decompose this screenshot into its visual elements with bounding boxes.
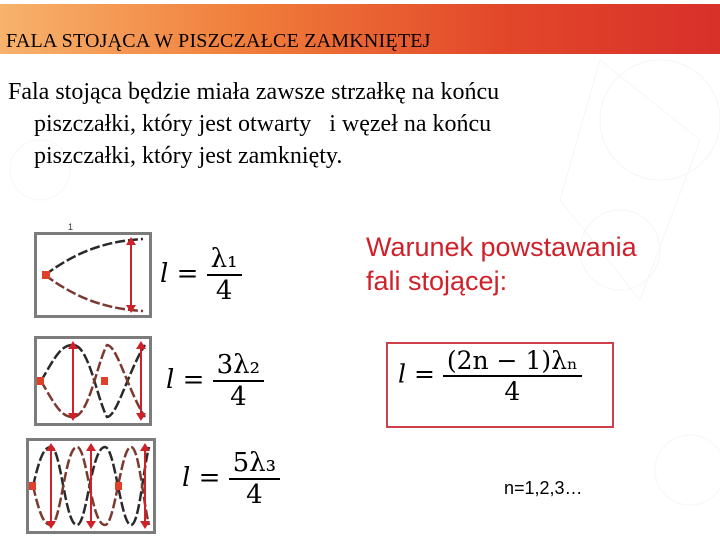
formula-3-numerator: 5λ₃ xyxy=(232,448,277,478)
formula-2-lhs: l = xyxy=(166,365,205,395)
formula-1 xyxy=(160,244,242,306)
general-formula-lhs: l = xyxy=(398,359,435,389)
condition-text xyxy=(366,230,637,298)
formula-2 xyxy=(166,350,264,412)
standing-wave-3 xyxy=(29,441,153,531)
slide-title: FALA STOJĄCA W PISZCZAŁCE ZAMKNIĘTEJ xyxy=(6,30,431,52)
condition-line-2: fali stojącej: xyxy=(366,266,508,296)
formula-2-numerator: 3λ₂ xyxy=(216,350,261,380)
formula-3 xyxy=(182,448,280,510)
general-formula-fraction xyxy=(443,346,582,406)
formula-3-denominator: 4 xyxy=(229,478,280,510)
formula-1-fraction xyxy=(207,244,242,306)
standing-wave-1 xyxy=(37,235,149,315)
pipe-diagram-1 xyxy=(34,232,152,318)
intro-line-3: piszczałki, który jest zamknięty. xyxy=(34,143,343,169)
formula-3-fraction xyxy=(229,448,280,510)
pipe-diagram-3 xyxy=(26,438,156,534)
condition-line-1: Warunek powstawania xyxy=(366,232,637,262)
tick-mark: 1 xyxy=(68,222,74,232)
general-formula xyxy=(398,346,582,406)
pipe-diagram-2 xyxy=(34,336,152,426)
general-formula-numerator: (2n − 1)λₙ xyxy=(446,346,578,375)
formula-1-denominator: 4 xyxy=(207,274,242,306)
intro-paragraph xyxy=(8,76,708,172)
formula-1-numerator: λ₁ xyxy=(210,244,238,274)
formula-2-denominator: 4 xyxy=(213,380,264,412)
formula-3-lhs: l = xyxy=(182,463,221,493)
formula-1-lhs: l = xyxy=(160,259,199,289)
intro-line-2: piszczałki, który jest otwarty i węzeł na końcu xyxy=(34,111,492,137)
node-marker xyxy=(42,271,50,279)
n-values: n=1,2,3… xyxy=(504,478,583,498)
intro-line-1: Fala stojąca będzie miała zawsze strzałkę na końcu xyxy=(8,79,500,105)
general-formula-denominator: 4 xyxy=(443,375,582,406)
formula-2-fraction xyxy=(213,350,264,412)
standing-wave-2 xyxy=(37,339,149,423)
